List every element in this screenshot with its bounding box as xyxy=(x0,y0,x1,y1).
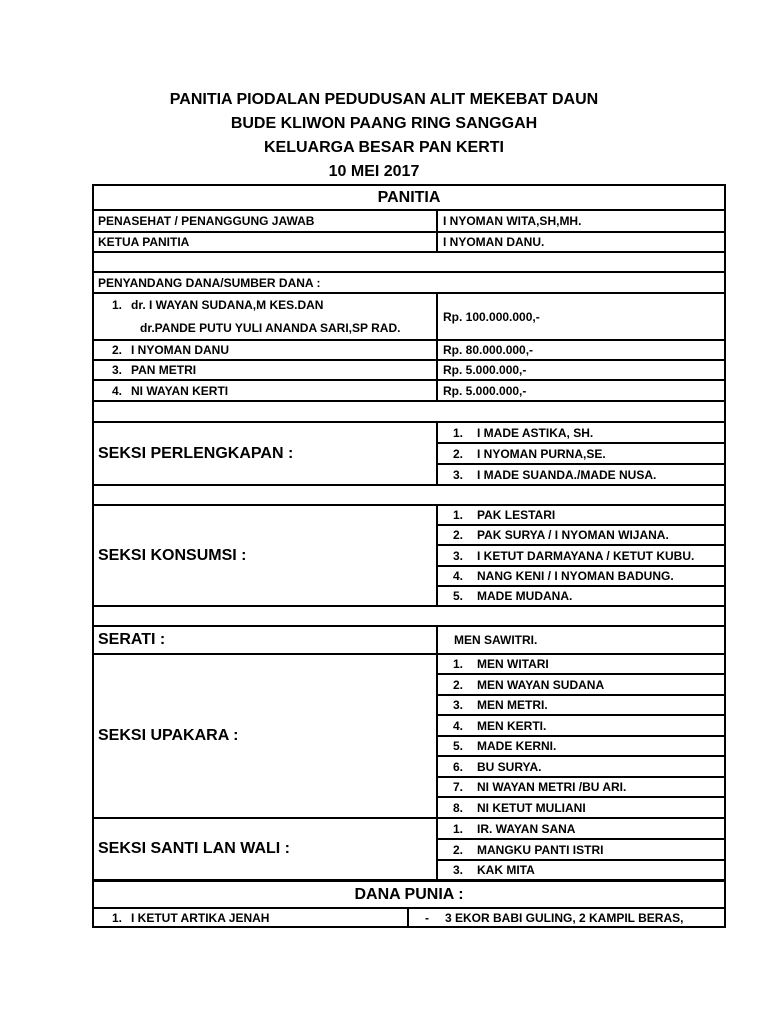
upakara-member xyxy=(437,695,726,715)
member-name: NI WAYAN METRI /BU ARI. xyxy=(477,780,627,794)
member-number: 7. xyxy=(452,780,463,794)
member-number: 1. xyxy=(452,657,463,671)
upakara-member xyxy=(437,674,726,695)
member-name: PAK SURYA / I NYOMAN WIJANA. xyxy=(477,528,669,542)
donor-row xyxy=(92,380,437,401)
donor-amount: Rp. 5.000.000,- xyxy=(437,360,726,380)
donor-name-2: dr.PANDE PUTU YULI ANANDA SARI,SP RAD. xyxy=(140,320,401,335)
member-name: MEN WITARI xyxy=(477,657,549,671)
donor-name: I KETUT ARTIKA JENAH xyxy=(131,910,270,925)
member-name: BU SURYA. xyxy=(477,759,542,774)
title-date: 10 MEI 2017 xyxy=(328,163,420,180)
penasehat-label: PENASEHAT / PENANGGUNG JAWAB xyxy=(92,210,437,232)
member-name: IR. WAYAN SANA xyxy=(477,821,576,836)
document-title-block xyxy=(0,88,768,184)
santi-member xyxy=(437,839,726,860)
title-line-3: KELUARGA BESAR PAN KERTI xyxy=(263,139,504,156)
member-name: NANG KENI / I NYOMAN BADUNG. xyxy=(477,569,674,583)
upakara-member xyxy=(437,756,726,777)
member-name: NI KETUT MULIANI xyxy=(477,800,586,815)
penyandang-label: PENYANDANG DANA/SUMBER DANA : xyxy=(92,272,726,293)
upakara-member xyxy=(437,797,726,818)
konsumsi-member xyxy=(437,586,726,606)
upakara-member xyxy=(437,654,726,674)
serati-value: MEN SAWITRI. xyxy=(437,626,726,654)
ketua-value: I NYOMAN DANU. xyxy=(437,232,726,252)
donor-row xyxy=(92,293,437,340)
dash-marker: - xyxy=(425,910,429,925)
konsumsi-member xyxy=(437,525,726,545)
member-name: MEN WAYAN SUDANA xyxy=(477,677,605,692)
member-number: 4. xyxy=(452,569,463,583)
donor-name: PAN METRI xyxy=(131,363,197,377)
seksi-upakara-label: SEKSI UPAKARA : xyxy=(92,654,437,818)
donor-row xyxy=(92,360,437,380)
member-number: 5. xyxy=(452,739,463,753)
member-number: 6. xyxy=(452,759,463,774)
donor-amount: Rp. 5.000.000,- xyxy=(437,380,726,401)
member-number: 1. xyxy=(452,425,463,440)
upakara-member xyxy=(437,777,726,797)
member-number: 1. xyxy=(452,508,463,522)
dana-punia-item xyxy=(408,908,726,928)
member-name: I MADE ASTIKA, SH. xyxy=(477,425,594,440)
donor-amount: Rp. 100.000.000,- xyxy=(437,293,726,340)
member-number: 2. xyxy=(452,677,463,692)
member-name: MEN METRI. xyxy=(477,698,548,712)
spacer-row xyxy=(92,606,726,626)
donor-number: 4. xyxy=(111,383,122,398)
santi-member xyxy=(437,818,726,839)
penasehat-value: I NYOMAN WITA,SH,MH. xyxy=(437,210,726,232)
member-number: 2. xyxy=(452,446,463,461)
member-name: KAK MITA xyxy=(477,863,535,877)
perlengkapan-member xyxy=(437,443,726,464)
member-number: 5. xyxy=(452,589,463,603)
perlengkapan-member xyxy=(437,422,726,443)
donor-number: 1. xyxy=(111,910,122,925)
donor-row xyxy=(92,340,437,360)
title-line-1: PANITIA PIODALAN PEDUDUSAN ALIT MEKEBAT DAUN xyxy=(169,91,599,108)
panitia-header: PANITIA xyxy=(92,184,726,210)
member-number: 2. xyxy=(452,842,463,857)
upakara-member xyxy=(437,736,726,756)
donor-number: 1. xyxy=(111,298,122,313)
member-name: PAK LESTARI xyxy=(477,508,556,522)
upakara-member xyxy=(437,715,726,736)
seksi-perlengkapan-label: SEKSI PERLENGKAPAN : xyxy=(92,422,437,485)
member-number: 3. xyxy=(452,863,463,877)
member-name: MADE KERNI. xyxy=(477,739,557,753)
member-number: 1. xyxy=(452,821,463,836)
member-name: MADE MUDANA. xyxy=(477,589,573,603)
perlengkapan-member xyxy=(437,464,726,485)
donor-name: dr. I WAYAN SUDANA,M KES.DAN xyxy=(131,298,324,313)
donor-name: I NYOMAN DANU xyxy=(131,343,229,357)
member-number: 2. xyxy=(452,528,463,542)
member-number: 3. xyxy=(452,467,463,482)
title-line-2: BUDE KLIWON PAANG RING SANGGAH xyxy=(230,115,538,132)
member-name: I NYOMAN PURNA,SE. xyxy=(477,446,606,461)
donation-item: 3 EKOR BABI GULING, 2 KAMPIL BERAS, xyxy=(445,910,684,925)
member-number: 8. xyxy=(452,800,463,815)
ketua-label: KETUA PANITIA xyxy=(92,232,437,252)
konsumsi-member xyxy=(437,505,726,525)
member-name: MEN KERTI. xyxy=(477,718,547,733)
konsumsi-member xyxy=(437,545,726,566)
member-number: 4. xyxy=(452,718,463,733)
donor-number: 3. xyxy=(111,363,122,377)
donor-name: NI WAYAN KERTI xyxy=(131,383,229,398)
santi-member xyxy=(437,860,726,880)
donor-number: 2. xyxy=(111,343,122,357)
seksi-santi-label: SEKSI SANTI LAN WALI : xyxy=(92,818,437,880)
donor-amount: Rp. 80.000.000,- xyxy=(437,340,726,360)
member-number: 3. xyxy=(452,698,463,712)
spacer-row xyxy=(92,401,726,422)
dana-punia-donor xyxy=(92,908,408,928)
serati-label: SERATI : xyxy=(92,626,437,654)
dana-punia-header: DANA PUNIA : xyxy=(92,880,726,908)
konsumsi-member xyxy=(437,566,726,586)
seksi-konsumsi-label: SEKSI KONSUMSI : xyxy=(92,505,437,606)
spacer-row xyxy=(92,485,726,505)
member-name: MANGKU PANTI ISTRI xyxy=(477,842,604,857)
member-name: I KETUT DARMAYANA / KETUT KUBU. xyxy=(477,548,695,563)
spacer-row xyxy=(92,252,726,272)
member-name: I MADE SUANDA./MADE NUSA. xyxy=(477,467,657,482)
member-number: 3. xyxy=(452,548,463,563)
